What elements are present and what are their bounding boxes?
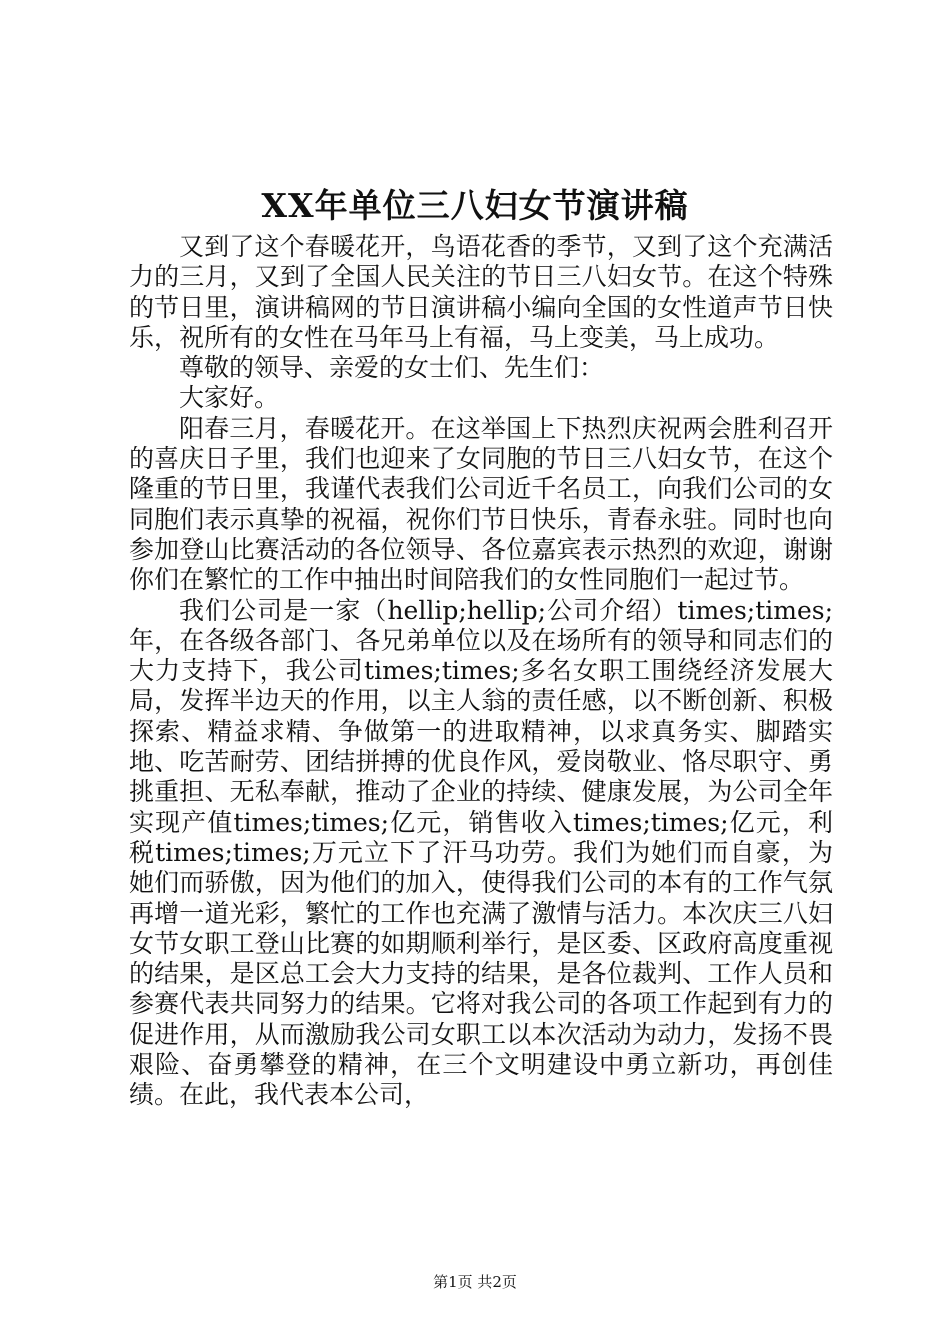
document-body bbox=[129, 232, 833, 1111]
document-title: XX年单位三八妇女节演讲稿 bbox=[261, 186, 689, 225]
page-footer: 第1页 共2页 bbox=[433, 1273, 517, 1291]
paragraph-greeting: 大家好。 bbox=[179, 383, 280, 413]
paragraph-salutation: 尊敬的领导、亲爱的女士们、先生们： bbox=[179, 353, 605, 383]
paragraph-intro: 又到了这个春暖花开，鸟语花香的季节，又到了这个充满活力的三月，又到了全国人民关注的节日三八妇女节。在这个特殊的节日里，演讲稿网的节日演讲稿小编向全国的女性道声节日快乐，祝所有的女性在马年马上有福，马上变美，马上成功。 bbox=[129, 232, 833, 352]
paragraph-company: 我们公司是一家（hellip;hellip;公司介绍）times;times;年，在各级各部门、各兄弟单位以及在场所有的领导和同志们的大力支持下，我公司times;times;多名女职工围绕经济发展大局，发挥半边天的作用，以主人翁的责任感，以不断创新、积极探索、精益求精、争做第一的进取精神，以求真务实、脚踏实地、吃苦耐劳、团结拼搏的优良作风，爱岗敬业、恪尽职守、勇挑重担、无私奉献，推动了企业的持续、健康发展，为公司全年实现产值times;times;亿元，销售收入times;times;亿元，利税times;times;万元立下了汗马功劳。我们为她们而自豪，为她们而骄傲，因为他们的加入，使得我们公司的本有的工作气氛再增一道光彩，繁忙的工作也充满了激情与活力。本次庆三八妇女节女职工登山比赛的如期顺利举行，是区委、区政府高度重视的结果，是区总工会大力支持的结果，是各位裁判、工作人员和参赛代表共同努力的结果。它将对我公司的各项工作起到有力的促进作用，从而激励我公司女职工以本次活动为动力，发扬不畏艰险、奋勇攀登的精神，在三个文明建设中勇立新功，再创佳绩。在此，我代表本公司， bbox=[129, 595, 833, 1110]
paragraph-spring: 阳春三月，春暖花开。在这举国上下热烈庆祝两会胜利召开的喜庆日子里，我们也迎来了女同胞的节日三八妇女节，在这个隆重的节日里，我谨代表我们公司近千名员工，向我们公司的女同胞们表示真挚的祝福，祝你们节日快乐，青春永驻。同时也向参加登山比赛活动的各位领导、各位嘉宾表示热烈的欢迎，谢谢你们在繁忙的工作中抽出时间陪我们的女性同胞们一起过节。 bbox=[129, 413, 833, 595]
